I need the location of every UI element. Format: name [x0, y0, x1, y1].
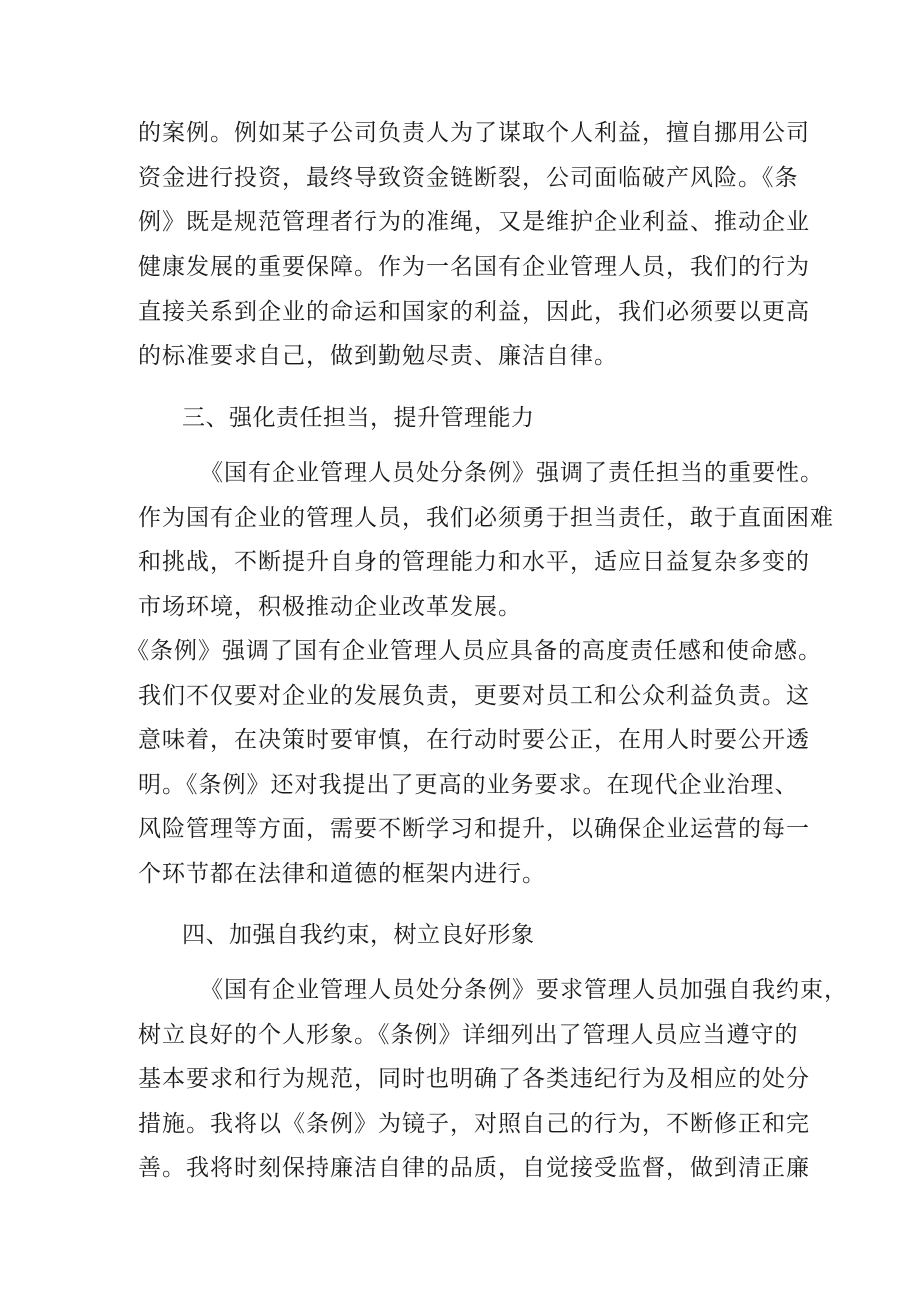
paragraph-line: 的案例。例如某子公司负责人为了谋取个人利益，擅自挪用公司	[138, 120, 810, 146]
paragraph-line: 措施。我将以《条例》为镜子，对照自己的行为，不断修正和完	[138, 1111, 810, 1137]
paragraph-line: 的标准要求自己，做到勤勉尽责、廉洁自律。	[138, 343, 618, 369]
section-heading-3: 三、强化责任担当，提升管理能力	[182, 405, 535, 431]
paragraph-line: 风险管理等方面，需要不断学习和提升，以确保企业运营的每一	[138, 816, 810, 842]
paragraph-line: 个环节都在法律和道德的框架内进行。	[138, 861, 546, 887]
paragraph-line: 善。我将时刻保持廉洁自律的品质，自觉接受监督，做到清正廉	[138, 1155, 810, 1181]
paragraph-line: 直接关系到企业的命运和国家的利益，因此，我们必须要以更高	[138, 299, 810, 325]
paragraph-line: 例》既是规范管理者行为的准绳，又是维护企业利益、推动企业	[138, 209, 810, 235]
paragraph-line: 和挑战，不断提升自身的管理能力和水平，适应日益复杂多变的	[138, 549, 810, 575]
paragraph-line: 作为国有企业的管理人员，我们必须勇于担当责任，敢于直面困难	[138, 505, 834, 531]
paragraph-line: 意味着，在决策时要审慎，在行动时要公正，在用人时要公开透	[138, 727, 810, 753]
section-heading-4: 四、加强自我约束，树立良好形象	[182, 922, 535, 948]
paragraph-line: 基本要求和行为规范，同时也明确了各类违纪行为及相应的处分	[138, 1066, 810, 1092]
paragraph-line: 《国有企业管理人员处分条例》强调了责任担当的重要性。	[200, 460, 824, 486]
paragraph-line: 健康发展的重要保障。作为一名国有企业管理人员，我们的行为	[138, 254, 810, 280]
paragraph-line: 资金进行投资，最终导致资金链断裂，公司面临破产风险。《条	[138, 165, 799, 191]
paragraph-line: 树立良好的个人形象。《条例》详细列出了管理人员应当遵守的	[138, 1022, 799, 1048]
paragraph-line: 《国有企业管理人员处分条例》要求管理人员加强自我约束，	[200, 977, 848, 1003]
paragraph-line: 市场环境，积极推动企业改革发展。	[138, 594, 522, 620]
paragraph-line: 明。《条例》还对我提出了更高的业务要求。在现代企业治理、	[138, 772, 799, 798]
paragraph-line: 《条例》强调了国有企业管理人员应具备的高度责任感和使命感。	[126, 638, 822, 664]
paragraph-line: 我们不仅要对企业的发展负责，更要对员工和公众利益负责。这	[138, 683, 810, 709]
